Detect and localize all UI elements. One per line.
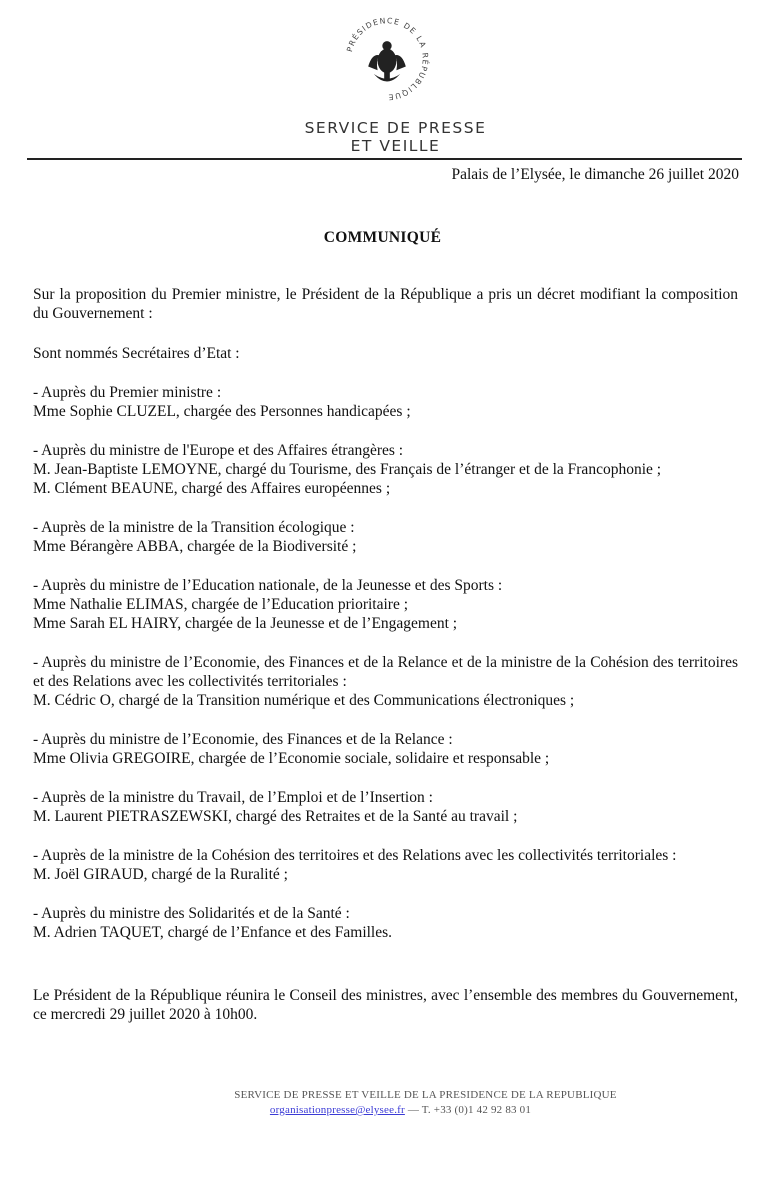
service-title-line-2: ET VEILLE — [350, 137, 441, 155]
dateline: Palais de l’Elysée, le dimanche 26 juillet 2020 — [451, 166, 739, 183]
nominee-line: Mme Sophie CLUZEL, chargée des Personnes handicapées ; — [33, 403, 411, 420]
closing-paragraph: Le Président de la République réunira le Conseil des ministres, avec l’ensemble des membres du Gouvernement, ce mercredi 29 juillet 2020 à 10h00. — [33, 987, 738, 1023]
section-heading: - Auprès de la ministre du Travail, de l’Emploi et de l’Insertion : — [33, 789, 433, 806]
letterhead — [0, 0, 765, 170]
footer-contact-line — [18, 1104, 765, 1116]
section-heading: - Auprès du ministre de l’Economie, des Finances et de la Relance et de la ministre de la Cohésion des territoires et des Relations avec les collectivités territoriales : — [33, 654, 738, 690]
footer-service-line: SERVICE DE PRESSE ET VEILLE DE LA PRESIDENCE DE LA REPUBLIQUE — [234, 1089, 617, 1101]
nominee-line: Mme Sarah EL HAIRY, chargée de la Jeunesse et de l’Engagement ; — [33, 615, 458, 632]
nominee-line: M. Adrien TAQUET, chargé de l’Enfance et des Familles. — [33, 924, 393, 941]
intro-paragraph: Sur la proposition du Premier ministre, le Président de la République a pris un décret modifiant la composition du Gouvernement : — [33, 286, 738, 322]
nominee-line: M. Joël GIRAUD, chargé de la Ruralité ; — [33, 866, 288, 883]
nominee-line: Mme Olivia GREGOIRE, chargée de l’Economie sociale, solidaire et responsable ; — [33, 750, 550, 767]
section-heading: - Auprès du ministre de l’Economie, des Finances et de la Relance : — [33, 731, 453, 748]
section-heading: - Auprès du ministre de l’Education nationale, de la Jeunesse et des Sports : — [33, 577, 503, 594]
section-heading: - Auprès du ministre des Solidarités et de la Santé : — [33, 905, 350, 922]
seal-text: PRÉSIDENCE DE LA RÉPUBLIQUE — [345, 16, 430, 102]
footer-phone: — T. +33 (0)1 42 92 83 01 — [404, 1104, 532, 1116]
section-heading: - Auprès du ministre de l'Europe et des Affaires étrangères : — [33, 442, 404, 459]
header-divider — [27, 158, 742, 160]
document-title: COMMUNIQUÉ — [323, 229, 442, 246]
nominee-line: M. Jean-Baptiste LEMOYNE, chargé du Tourisme, des Français de l’étranger et de la Francophonie ; — [33, 461, 662, 478]
nominee-line: Mme Nathalie ELIMAS, chargée de l’Education prioritaire ; — [33, 596, 409, 613]
nominee-line: M. Laurent PIETRASZEWSKI, chargé des Retraites et de la Santé au travail ; — [33, 808, 518, 825]
nominations-heading: Sont nommés Secrétaires d’Etat : — [33, 345, 240, 362]
presidential-seal-emblem — [340, 12, 434, 106]
footer-email-link[interactable]: organisationpresse@elysee.fr — [269, 1104, 405, 1116]
nominee-line: M. Clément BEAUNE, chargé des Affaires européennes ; — [33, 480, 391, 497]
service-title-line-1: SERVICE DE PRESSE — [304, 119, 487, 137]
section-heading: - Auprès de la ministre de la Cohésion des territoires et des Relations avec les collectivités territoriales : — [33, 847, 677, 864]
section-heading: - Auprès du Premier ministre : — [33, 384, 222, 401]
section-heading: - Auprès de la ministre de la Transition écologique : — [33, 519, 355, 536]
nominee-line: M. Cédric O, chargé de la Transition numérique et des Communications électroniques ; — [33, 692, 575, 709]
nominee-line: Mme Bérangère ABBA, chargée de la Biodiversité ; — [33, 538, 357, 555]
